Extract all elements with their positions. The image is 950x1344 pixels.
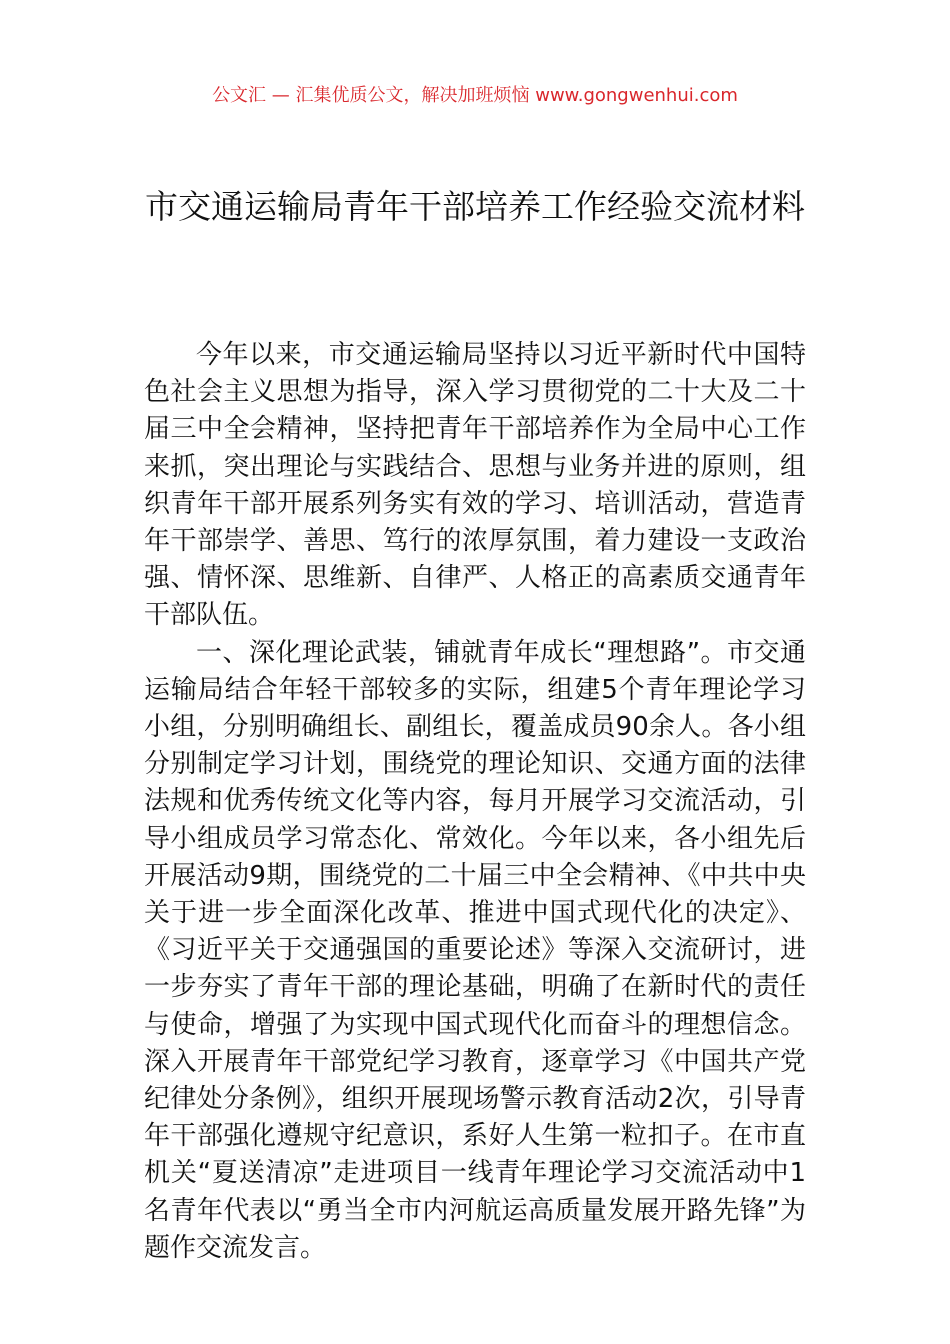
document-body xyxy=(144,337,806,1267)
paragraph-intro: 今年以来，市交通运输局坚持以习近平新时代中国特色社会主义思想为指导，深入学习贯彻党的二十大及二十届三中全会精神，坚持把青年干部培养作为全局中心工作来抓，突出理论与实践结合、思想与业务并进的原则，组织青年干部开展系列务实有效的学习、培训活动，营造青年干部崇学、善思、笃行的浓厚氛围，着力建设一支政治强、情怀深、思维新、自律严、人格正的高素质交通青年干部队伍。 xyxy=(144,340,806,631)
paragraph-section-one: 一、深化理论武装，铺就青年成长“理想路”。市交通运输局结合年轻干部较多的实际，组建5个青年理论学习小组，分别明确组长、副组长，覆盖成员90余人。各小组分别制定学习计划，围绕党的理论知识、交通方面的法律法规和优秀传统文化等内容，每月开展学习交流活动，引导小组成员学习常态化、常效化。今年以来，各小组先后开展活动9期，围绕党的二十届三中全会精神、《中共中央关于进一步全面深化改革、推进中国式现代化的决定》、《习近平关于交通强国的重要论述》等深入交流研讨，进一步夯实了青年干部的理论基础，明确了在新时代的责任与使命，增强了为实现中国式现代化而奋斗的理想信念。深入开展青年干部党纪学习教育，逐章学习《中国共产党纪律处分条例》，组织开展现场警示教育活动2次，引导青年干部强化遵规守纪意识，系好人生第一粒扣子。在市直机关“夏送清凉”走进项目一线青年理论学习交流活动中1名青年代表以“勇当全市内河航运高质量发展开路先锋”为题作交流发言。 xyxy=(144,637,806,1263)
header-banner: 公文汇 — 汇集优质公文，解决加班烦恼 www.gongwenhui.com xyxy=(212,85,738,106)
document-title: 市交通运输局青年干部培养工作经验交流材料 xyxy=(145,187,805,226)
